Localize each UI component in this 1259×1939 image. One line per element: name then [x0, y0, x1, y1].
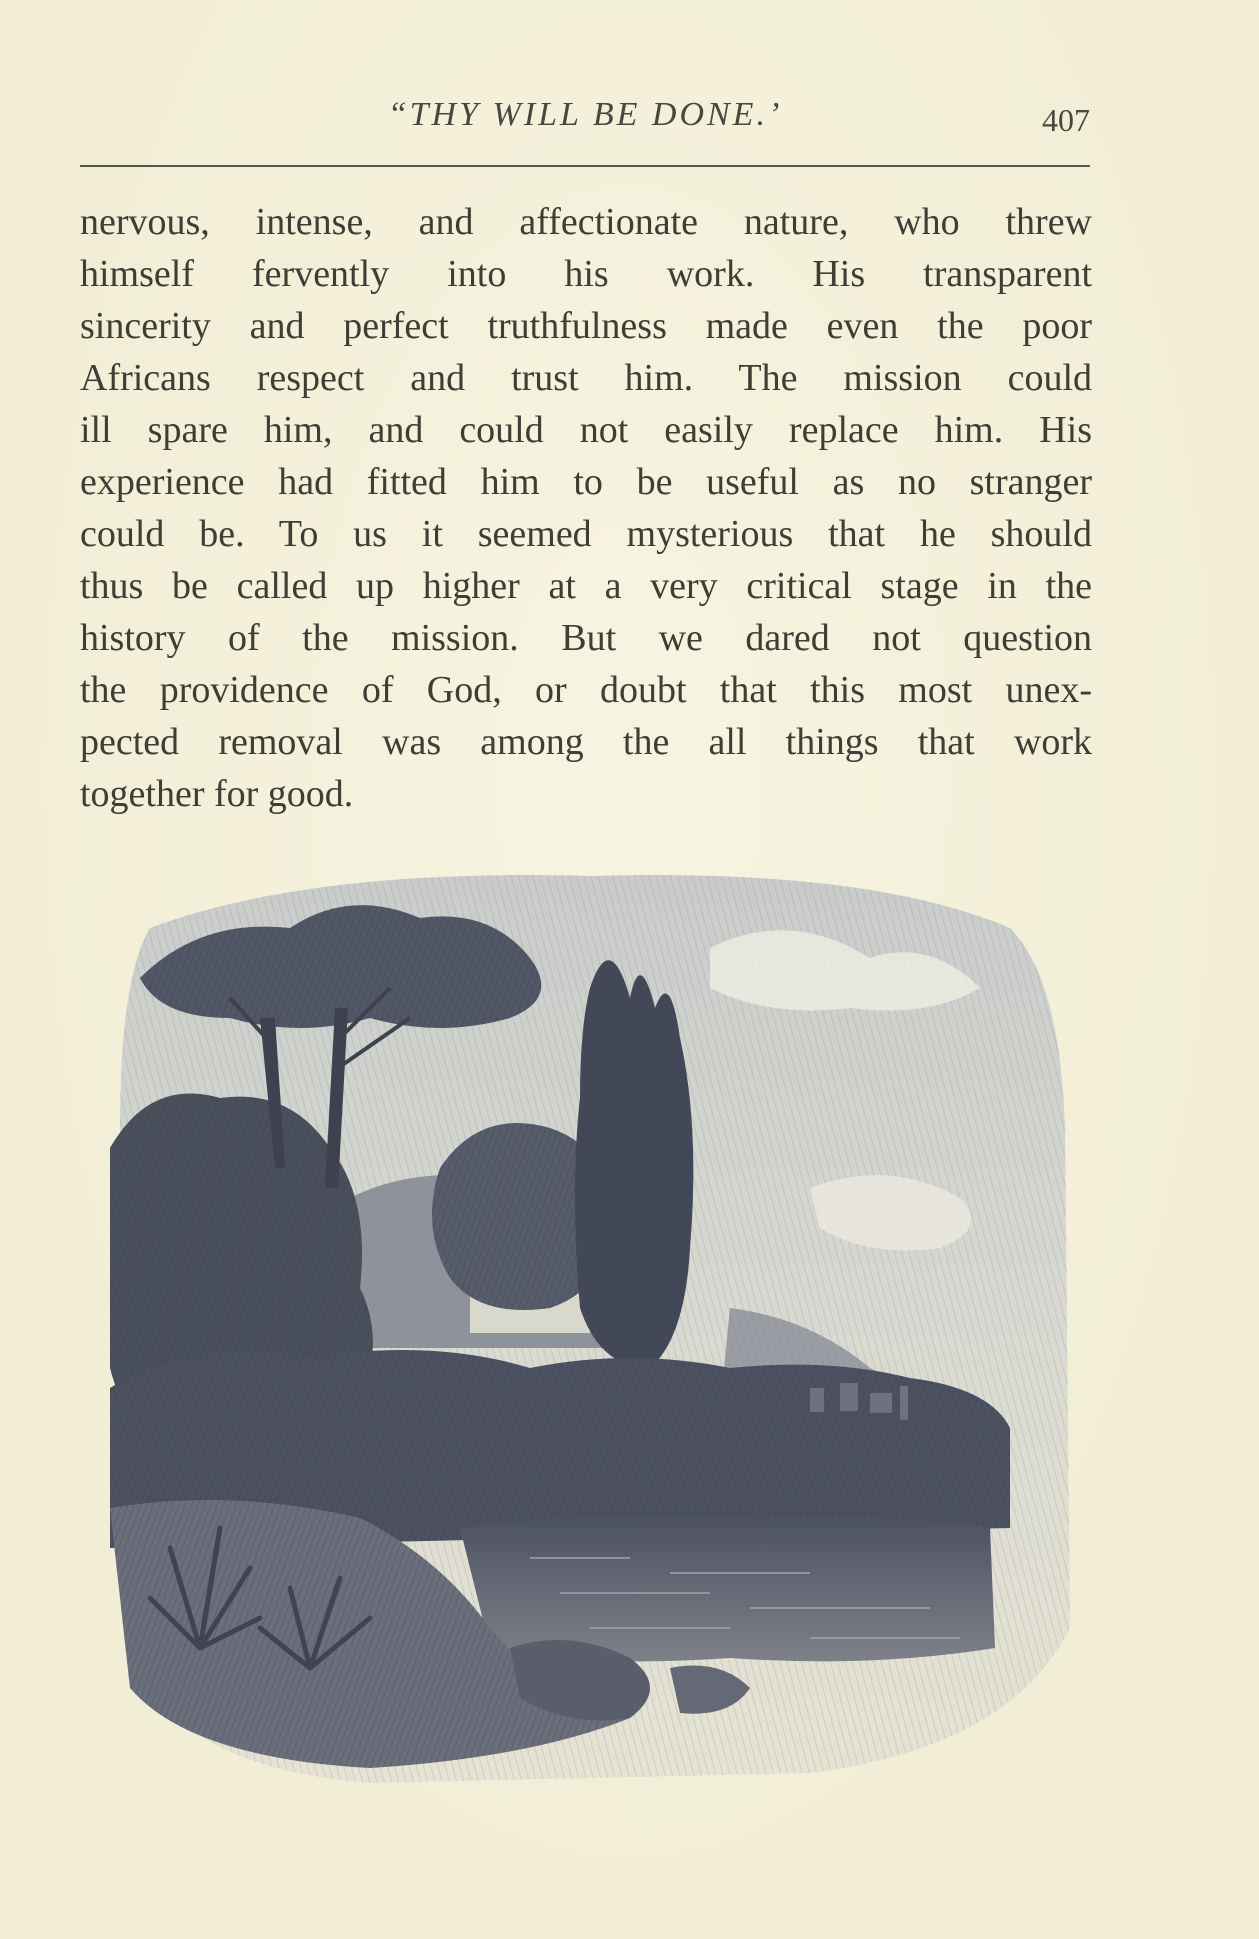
page-number: 407: [1042, 102, 1090, 138]
text-line: history of the mission. But we dared not question: [80, 617, 1092, 659]
text-line: sincerity and perfect truthfulness made even the poor: [80, 305, 1092, 347]
text-line: himself fervently into his work. His transparent: [80, 253, 1092, 295]
text-line: pected removal was among the all things that work: [80, 721, 1092, 763]
landscape-engraving: [110, 868, 1095, 1803]
text-line: together for good.: [80, 773, 354, 815]
text-line: nervous, intense, and affectionate nature, who threw: [80, 201, 1092, 243]
running-head: [80, 96, 1090, 146]
text-line: the providence of God, or doubt that this most unex-: [80, 669, 1092, 711]
body-paragraph: [80, 196, 1092, 820]
text-line: could be. To us it seemed mysterious that he should: [80, 513, 1092, 555]
header-rule: [80, 165, 1090, 167]
running-title: “THY WILL BE DONE.’: [387, 96, 783, 133]
text-line: ill spare him, and could not easily replace him. His: [80, 409, 1092, 451]
engraving-image: [110, 868, 1095, 1803]
text-line: experience had fitted him to be useful as no stranger: [80, 461, 1092, 503]
text-line: thus be called up higher at a very critical stage in the: [80, 565, 1092, 607]
text-line: Africans respect and trust him. The mission could: [80, 357, 1092, 399]
